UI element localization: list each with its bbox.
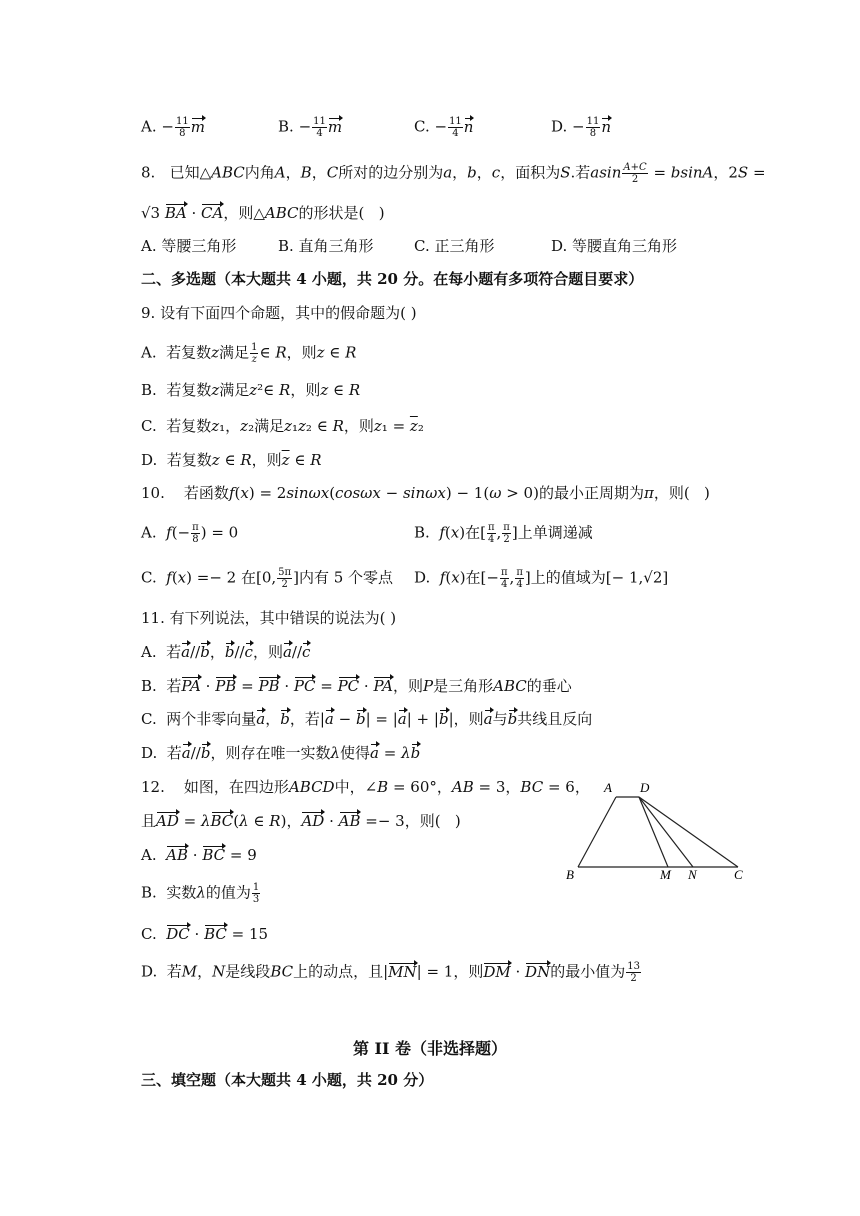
- q11-option-b: B. 若PA · PB = PB · PC = PC · PA，则P是三角形ABC的垂心: [141, 677, 572, 695]
- q11-option-d: D. 若a//b，则存在唯一实数λ使得a = λb: [141, 744, 421, 762]
- q10-option-b: B. f(x)在[ $\frac{\pi}{4}$ , $\frac{\pi}{2}$ ]上单调递减: [414, 522, 593, 545]
- q7-option-a: A. − $\frac{11}{8}$ m: [141, 116, 205, 139]
- q10-option-d: D. f(x)在[− $\frac{\pi}{4}$ , $\frac{\pi}{4}$ ]上的值域为[− 1,√2]: [414, 567, 669, 590]
- q7-option-d: D. − $\frac{11}{8}$ n: [551, 116, 612, 139]
- q8-option-a: A. 等腰三角形: [141, 237, 237, 255]
- q10-option-a: A. f(− $\frac{\pi}{8}$ ) = 0: [141, 522, 239, 545]
- q12-option-c: C. DC · BC = 15: [141, 925, 269, 943]
- q10-option-c: C. f(x) =− 2 在[0, $\frac{5\pi}{2}$ ]内有 5 个零点: [141, 567, 394, 590]
- q7-option-c: C. − $\frac{11}{4}$ n: [414, 116, 474, 139]
- label-M: M: [660, 867, 671, 882]
- section-3-header: 三、填空题（本大题共 4 小题，共 20 分）: [141, 1071, 434, 1089]
- q9-option-c: C. 若复数z₁，z₂满足z₁z₂ ∈ R，则$z_1 = \overline{z}_2$: [141, 417, 424, 435]
- q9-option-a: A. 若复数z满足 $\frac{1}{z}$ ∈ R，则z ∈ R: [141, 342, 357, 365]
- q8-option-b: B. 直角三角形: [278, 237, 374, 255]
- q11-stem: 11. 有下列说法，其中错误的说法为( ): [141, 609, 397, 627]
- q9-option-b: B. 若复数z满足z²∈ R，则z ∈ R: [141, 381, 361, 399]
- q12-option-b: B. 实数λ的值为 $\frac{1}{3}$: [141, 882, 260, 905]
- q10-stem: 10. 若函数f(x) = 2sinωx(cosωx − sinωx) − 1(ω > 0)的最小正周期为π，则( ): [141, 484, 710, 502]
- q8-option-c: C. 正三角形: [414, 237, 495, 255]
- label-A: A: [604, 780, 612, 795]
- q11-option-a: A. 若a//b，b//c，则a//c: [141, 643, 311, 661]
- q9-option-d: D. 若复数z ∈ R，则$\overline{z}$ ∈ R: [141, 451, 322, 469]
- q8-stem-line2: √3 BA · CA，则△ABC的形状是( ): [141, 204, 385, 222]
- q12-option-d: D. 若M，N是线段BC上的动点，且|MN| = 1，则DM · DN的最小值为 $\frac{13}{2}$: [141, 961, 640, 984]
- label-B: B: [566, 867, 574, 882]
- part-2-title: 第 II 卷（非选择题）: [352, 1039, 508, 1058]
- q12-stem-line1: 12. 如图，在四边形ABCD中，∠B = 60°，AB = 3，BC = 6，: [141, 778, 590, 796]
- q11-option-c: C. 两个非零向量a，b，若|a − b| = |a| + |b|，则a与b共线且反向: [141, 710, 593, 728]
- q7-option-b: B. − $\frac{11}{4}$ m: [278, 116, 343, 139]
- q12-stem-line2: 且AD = λBC(λ ∈ R)，AD · AB =− 3，则( ): [141, 812, 461, 830]
- section-2-header: 二、多选题（本大题共 4 小题，共 20 分。在每小题有多项符合题目要求）: [141, 270, 644, 288]
- q12-figure: [560, 775, 755, 885]
- q8-option-d: D. 等腰直角三角形: [551, 237, 678, 255]
- q12-option-a: A. AB · BC = 9: [141, 846, 257, 864]
- q8-stem-line1: 8. 已知△ABC内角A，B，C所对的边分别为a，b，c，面积为S.若asin $\frac{A+C}{2}$ = bsinA，2S =: [141, 162, 766, 185]
- label-N: N: [688, 867, 697, 882]
- label-D: D: [640, 780, 650, 795]
- q9-stem: 9. 设有下面四个命题，其中的假命题为( ): [141, 304, 417, 322]
- label-C: C: [734, 867, 743, 882]
